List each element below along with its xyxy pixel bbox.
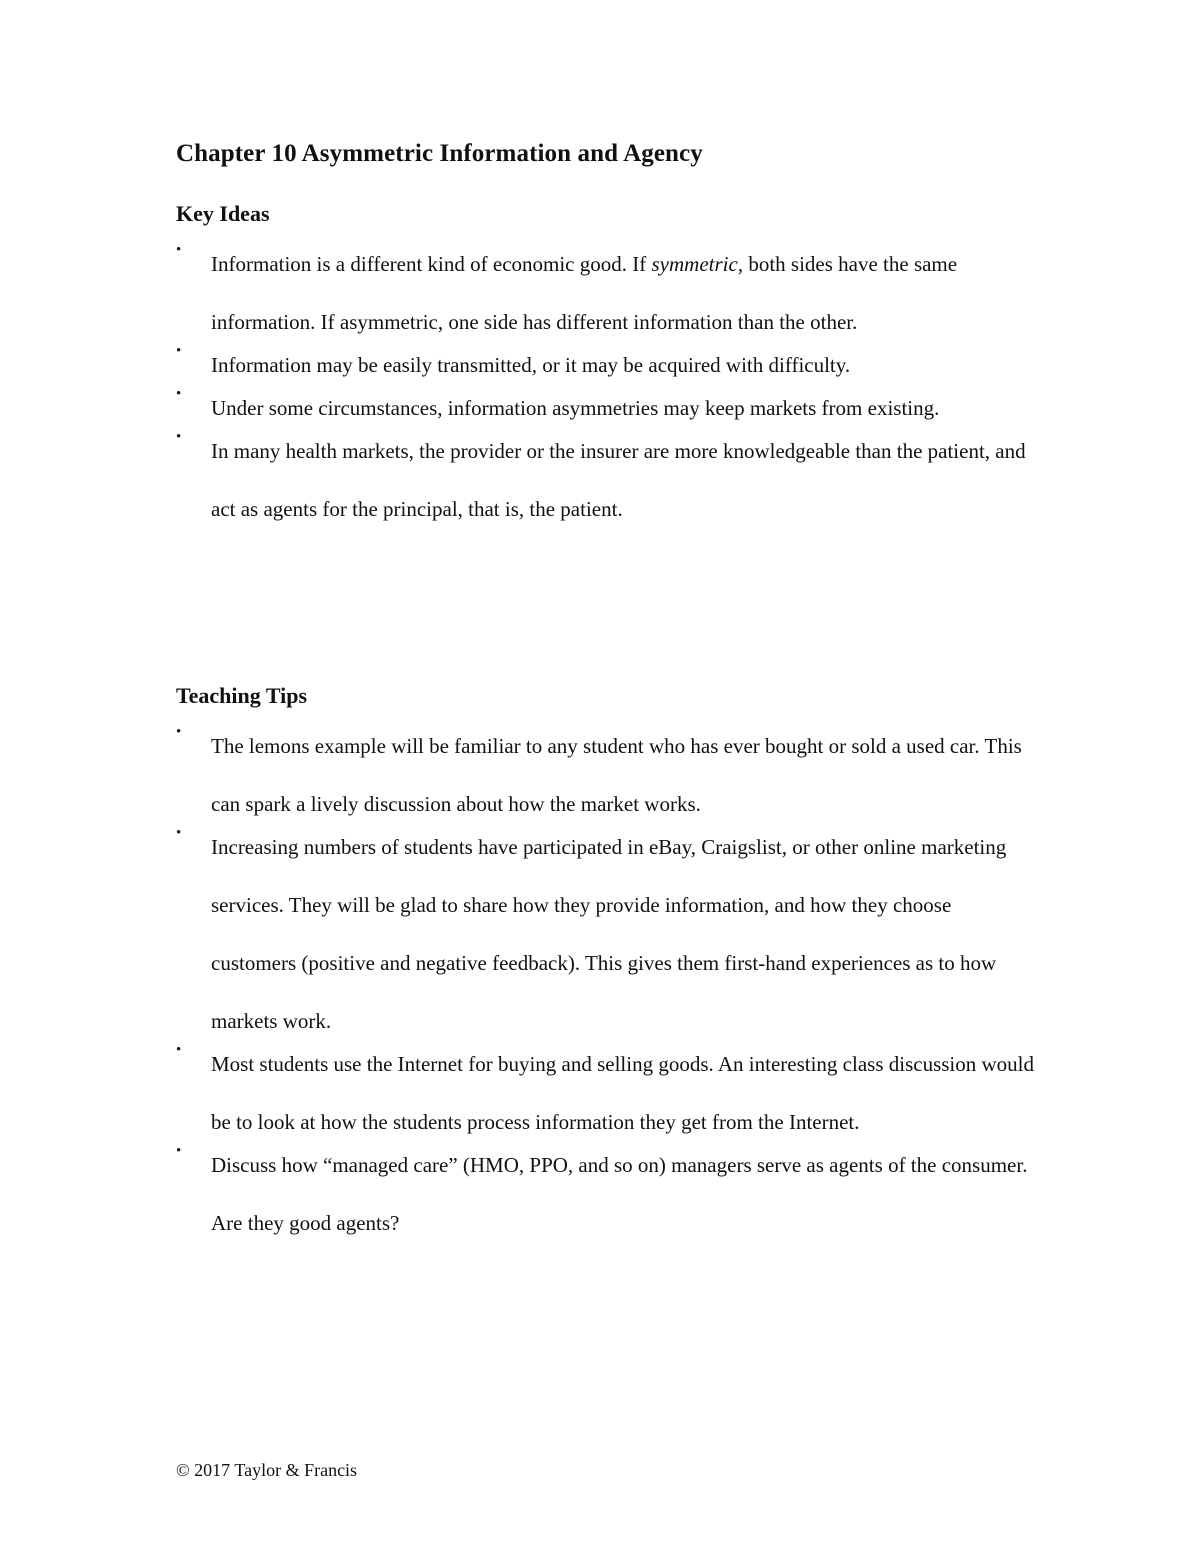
section-heading-teaching-tips: Teaching Tips: [176, 683, 308, 708]
bullet-icon: •: [176, 242, 182, 258]
list-item-text: Information may be easily transmitted, or it may be acquired with difficulty.: [211, 353, 851, 377]
bullet-icon: •: [176, 825, 182, 841]
bullet-icon: •: [176, 724, 182, 740]
list-item: [176, 717, 1036, 833]
list-item-text: The lemons example will be familiar to any student who has ever bought or sold a used car. This can spark a lively discussion about how the market works.: [211, 734, 1022, 816]
bullet-icon: •: [176, 429, 182, 445]
bullet-icon: •: [176, 343, 182, 359]
list-item: [176, 818, 1036, 1050]
list-item: [176, 235, 1036, 351]
key-ideas-list: [176, 242, 1036, 538]
list-item-text: In many health markets, the provider or the insurer are more knowledgeable than the patient, and act as agents for the principal, that is, the patient.: [211, 439, 1026, 521]
section-heading-key-ideas: Key Ideas: [176, 201, 270, 226]
list-item-text: Information is a different kind of economic good. If symmetric, both sides have the same information. If asymmetric, one side has different information than the other.: [211, 252, 958, 334]
copyright-footer: © 2017 Taylor & Francis: [176, 1460, 358, 1480]
bullet-icon: •: [176, 1143, 182, 1159]
chapter-title: Chapter 10 Asymmetric Information and Agency: [176, 140, 703, 167]
list-item-text: Most students use the Internet for buying and selling goods. An interesting class discussion would be to look at how the students process information they get from the Internet.: [211, 1052, 1034, 1134]
bullet-icon: •: [176, 386, 182, 402]
teaching-tips-list: [176, 724, 1036, 1252]
list-item-text: Under some circumstances, information asymmetries may keep markets from existing.: [211, 396, 940, 420]
list-item: [176, 1136, 1036, 1252]
list-item: [176, 422, 1036, 538]
list-item-text: Discuss how “managed care” (HMO, PPO, and so on) managers serve as agents of the consumer. Are they good agents?: [211, 1153, 1028, 1235]
list-item: [176, 1035, 1036, 1151]
list-item-text: Increasing numbers of students have participated in eBay, Craigslist, or other online marketing services. They will be glad to share how they provide information, and how they choose customers (positive and negative feedback). This gives them first-hand experiences as to how markets work.: [211, 835, 1007, 1033]
bullet-icon: •: [176, 1042, 182, 1058]
